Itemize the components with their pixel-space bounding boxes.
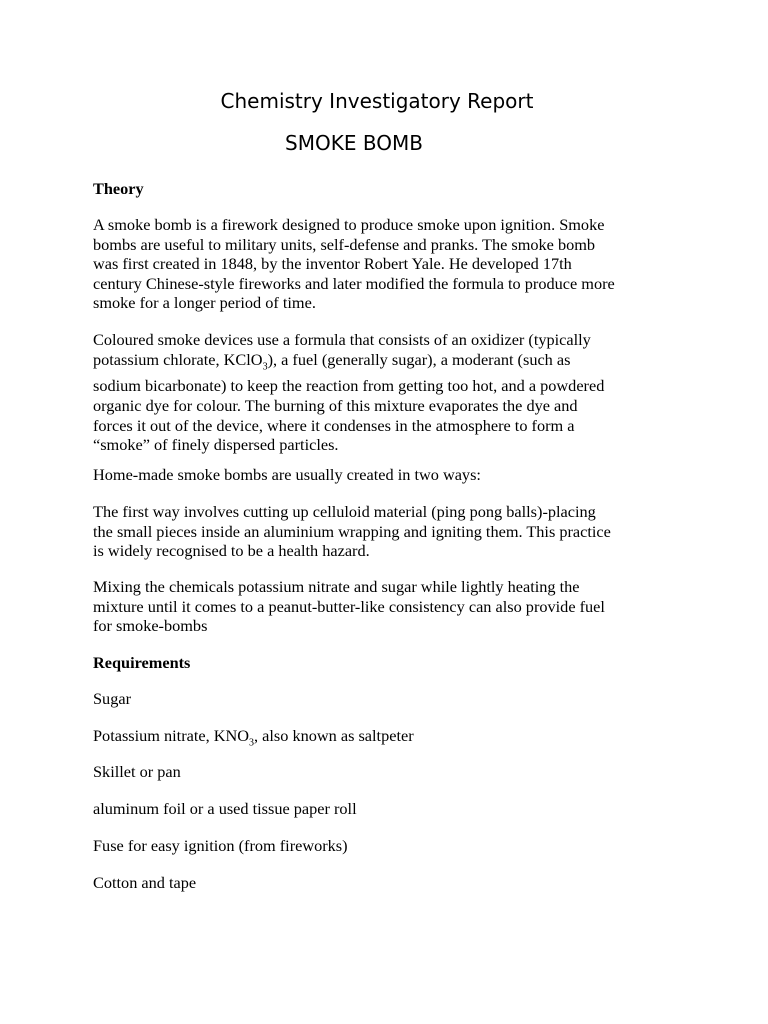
text-segment: potassium chlorate, KClO — [93, 349, 263, 369]
theory-paragraph-3 — [93, 465, 683, 485]
paragraph-line: for smoke-bombs — [93, 616, 208, 636]
text-segment: , also known as saltpeter — [254, 726, 414, 745]
paragraph-line — [93, 350, 683, 377]
requirements-heading: Requirements — [93, 653, 191, 672]
theory-paragraph-1 — [93, 215, 683, 313]
paragraph-line: century Chinese-style fireworks and later modified the formula to produce more — [93, 273, 615, 293]
paragraph-line: Home-made smoke bombs are usually created in two ways: — [93, 465, 481, 484]
theory-paragraph-2 — [93, 330, 683, 455]
theory-heading: Theory — [93, 179, 144, 198]
paragraph-line: A smoke bomb is a firework designed to produce smoke upon ignition. Smoke — [93, 215, 605, 234]
theory-paragraph-5 — [93, 577, 683, 636]
requirement-item — [93, 726, 683, 753]
paragraph-line: smoke for a longer period of time. — [93, 293, 316, 313]
paragraph-line: The first way involves cutting up celluloid material (ping pong balls)-placing — [93, 502, 596, 521]
text-segment: ), a fuel (generally sugar), a moderant (such as — [267, 349, 571, 369]
paragraph-line: was first created in 1848, by the inventor Robert Yale. He developed 17th — [93, 254, 572, 274]
document-subtitle: SMOKE BOMB — [285, 131, 423, 155]
chemical-subscript: 3 — [249, 737, 255, 749]
requirement-item: Sugar — [93, 689, 131, 708]
theory-paragraph-4 — [93, 502, 683, 561]
paragraph-line: organic dye for colour. The burning of this mixture evaporates the dye and — [93, 396, 578, 416]
paragraph-line: Mixing the chemicals potassium nitrate and sugar while lightly heating the — [93, 577, 580, 596]
requirement-item: aluminum foil or a used tissue paper roll — [93, 799, 357, 818]
requirement-item: Cotton and tape — [93, 873, 197, 892]
paragraph-line: is widely recognised to be a health hazard. — [93, 541, 370, 561]
paragraph-line: bombs are useful to military units, self-defense and pranks. The smoke bomb — [93, 234, 596, 254]
chemical-subscript: 3 — [262, 360, 268, 372]
paragraph-line: forces it out of the device, where it condenses in the atmosphere to form a — [93, 415, 575, 435]
paragraph-line: mixture until it comes to a peanut-butter-like consistency can also provide fuel — [93, 596, 605, 616]
requirement-item: Skillet or pan — [93, 762, 181, 781]
requirement-item: Fuse for easy ignition (from fireworks) — [93, 836, 348, 855]
paragraph-line: Coloured smoke devices use a formula that consists of an oxidizer (typically — [93, 330, 591, 349]
document-title: Chemistry Investigatory Report — [220, 89, 534, 113]
paragraph-line: “smoke” of finely dispersed particles. — [93, 435, 339, 455]
paragraph-line: the small pieces inside an aluminium wrapping and igniting them. This practice — [93, 521, 611, 541]
paragraph-line: sodium bicarbonate) to keep the reaction from getting too hot, and a powdered — [93, 376, 605, 396]
text-segment: Potassium nitrate, KNO — [93, 726, 250, 745]
